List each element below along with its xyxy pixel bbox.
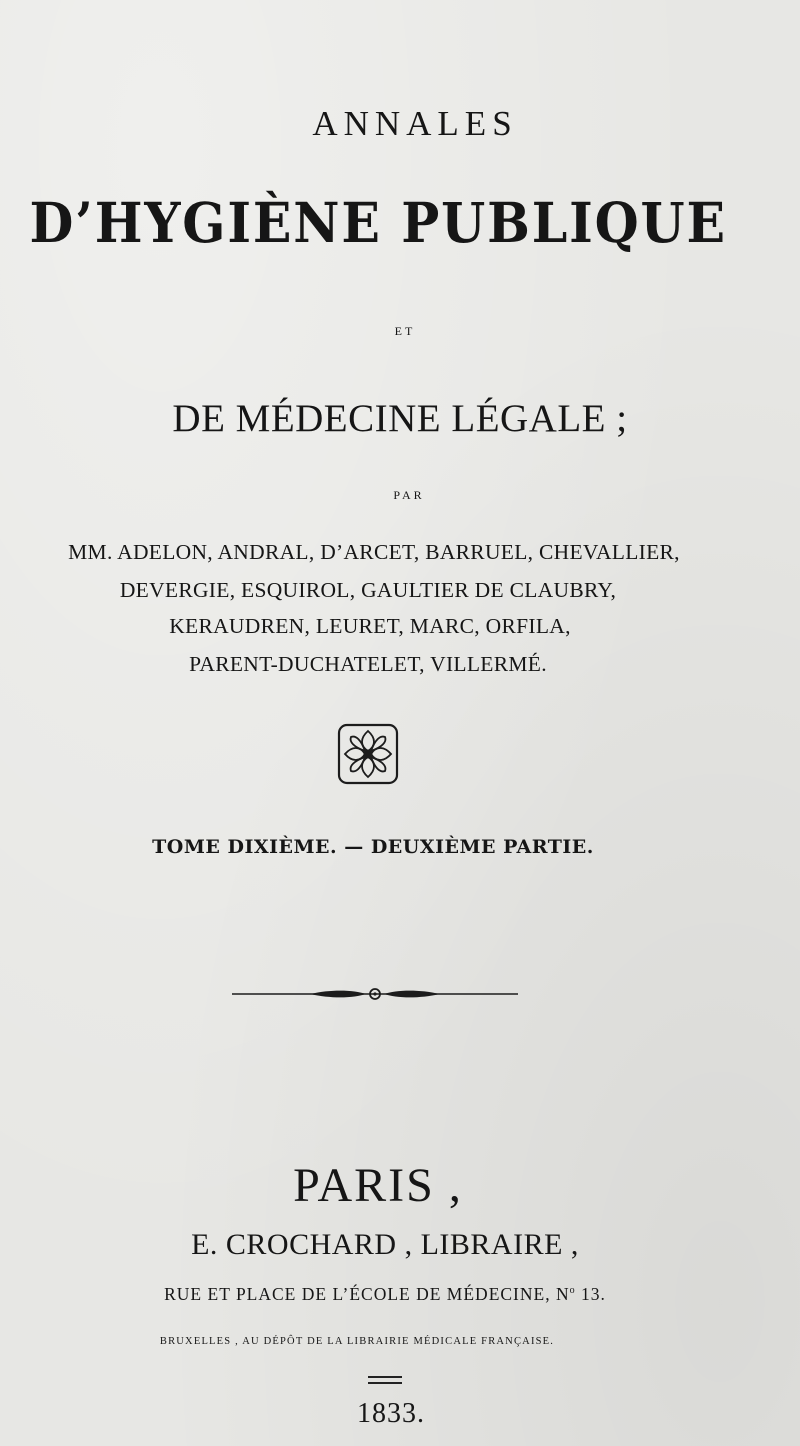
address-text: RUE ET PLACE DE L’ÉCOLE DE MÉDECINE, N — [164, 1284, 570, 1304]
conjunction-et: ET — [394, 324, 416, 338]
subtitle-medecine-legale: DE MÉDECINE LÉGALE ; — [172, 397, 628, 440]
publisher-name: E. CROCHARD , LIBRAIRE , — [191, 1228, 579, 1261]
main-title: D’HYGIÈNE PUBLIQUE — [29, 190, 727, 255]
brussels-depot-line: BRUXELLES , AU DÉPÔT DE LA LIBRAIRIE MÉDICALE FRANÇAISE. — [159, 1336, 555, 1347]
authors-line-2: DEVERGIE, ESQUIROL, GAULTIER DE CLAUBRY, — [119, 578, 617, 602]
annales-heading: ANNALES — [312, 104, 518, 143]
double-rule-divider — [368, 1376, 402, 1384]
city-paris: PARIS , — [293, 1159, 463, 1212]
authors-line-3: KERAUDREN, LEURET, MARC, ORFILA, — [169, 614, 571, 638]
authors-line-1: MM. ADELON, ANDRAL, D’ARCET, BARRUEL, CHEVALLIER, — [68, 540, 680, 564]
publication-year: 1833. — [357, 1398, 425, 1429]
volume-designation: TOME DIXIÈME. — DEUXIÈME PARTIE. — [152, 836, 594, 858]
numero-superscript: o — [569, 1285, 576, 1297]
publisher-address — [0, 1284, 770, 1305]
floral-rosette-icon — [336, 722, 400, 786]
address-number: 13. — [575, 1284, 606, 1304]
par-label: PAR — [393, 488, 425, 502]
authors-line-4: PARENT-DUCHATELET, VILLERMÉ. — [189, 652, 547, 676]
ornamental-rule-icon — [232, 985, 518, 1003]
